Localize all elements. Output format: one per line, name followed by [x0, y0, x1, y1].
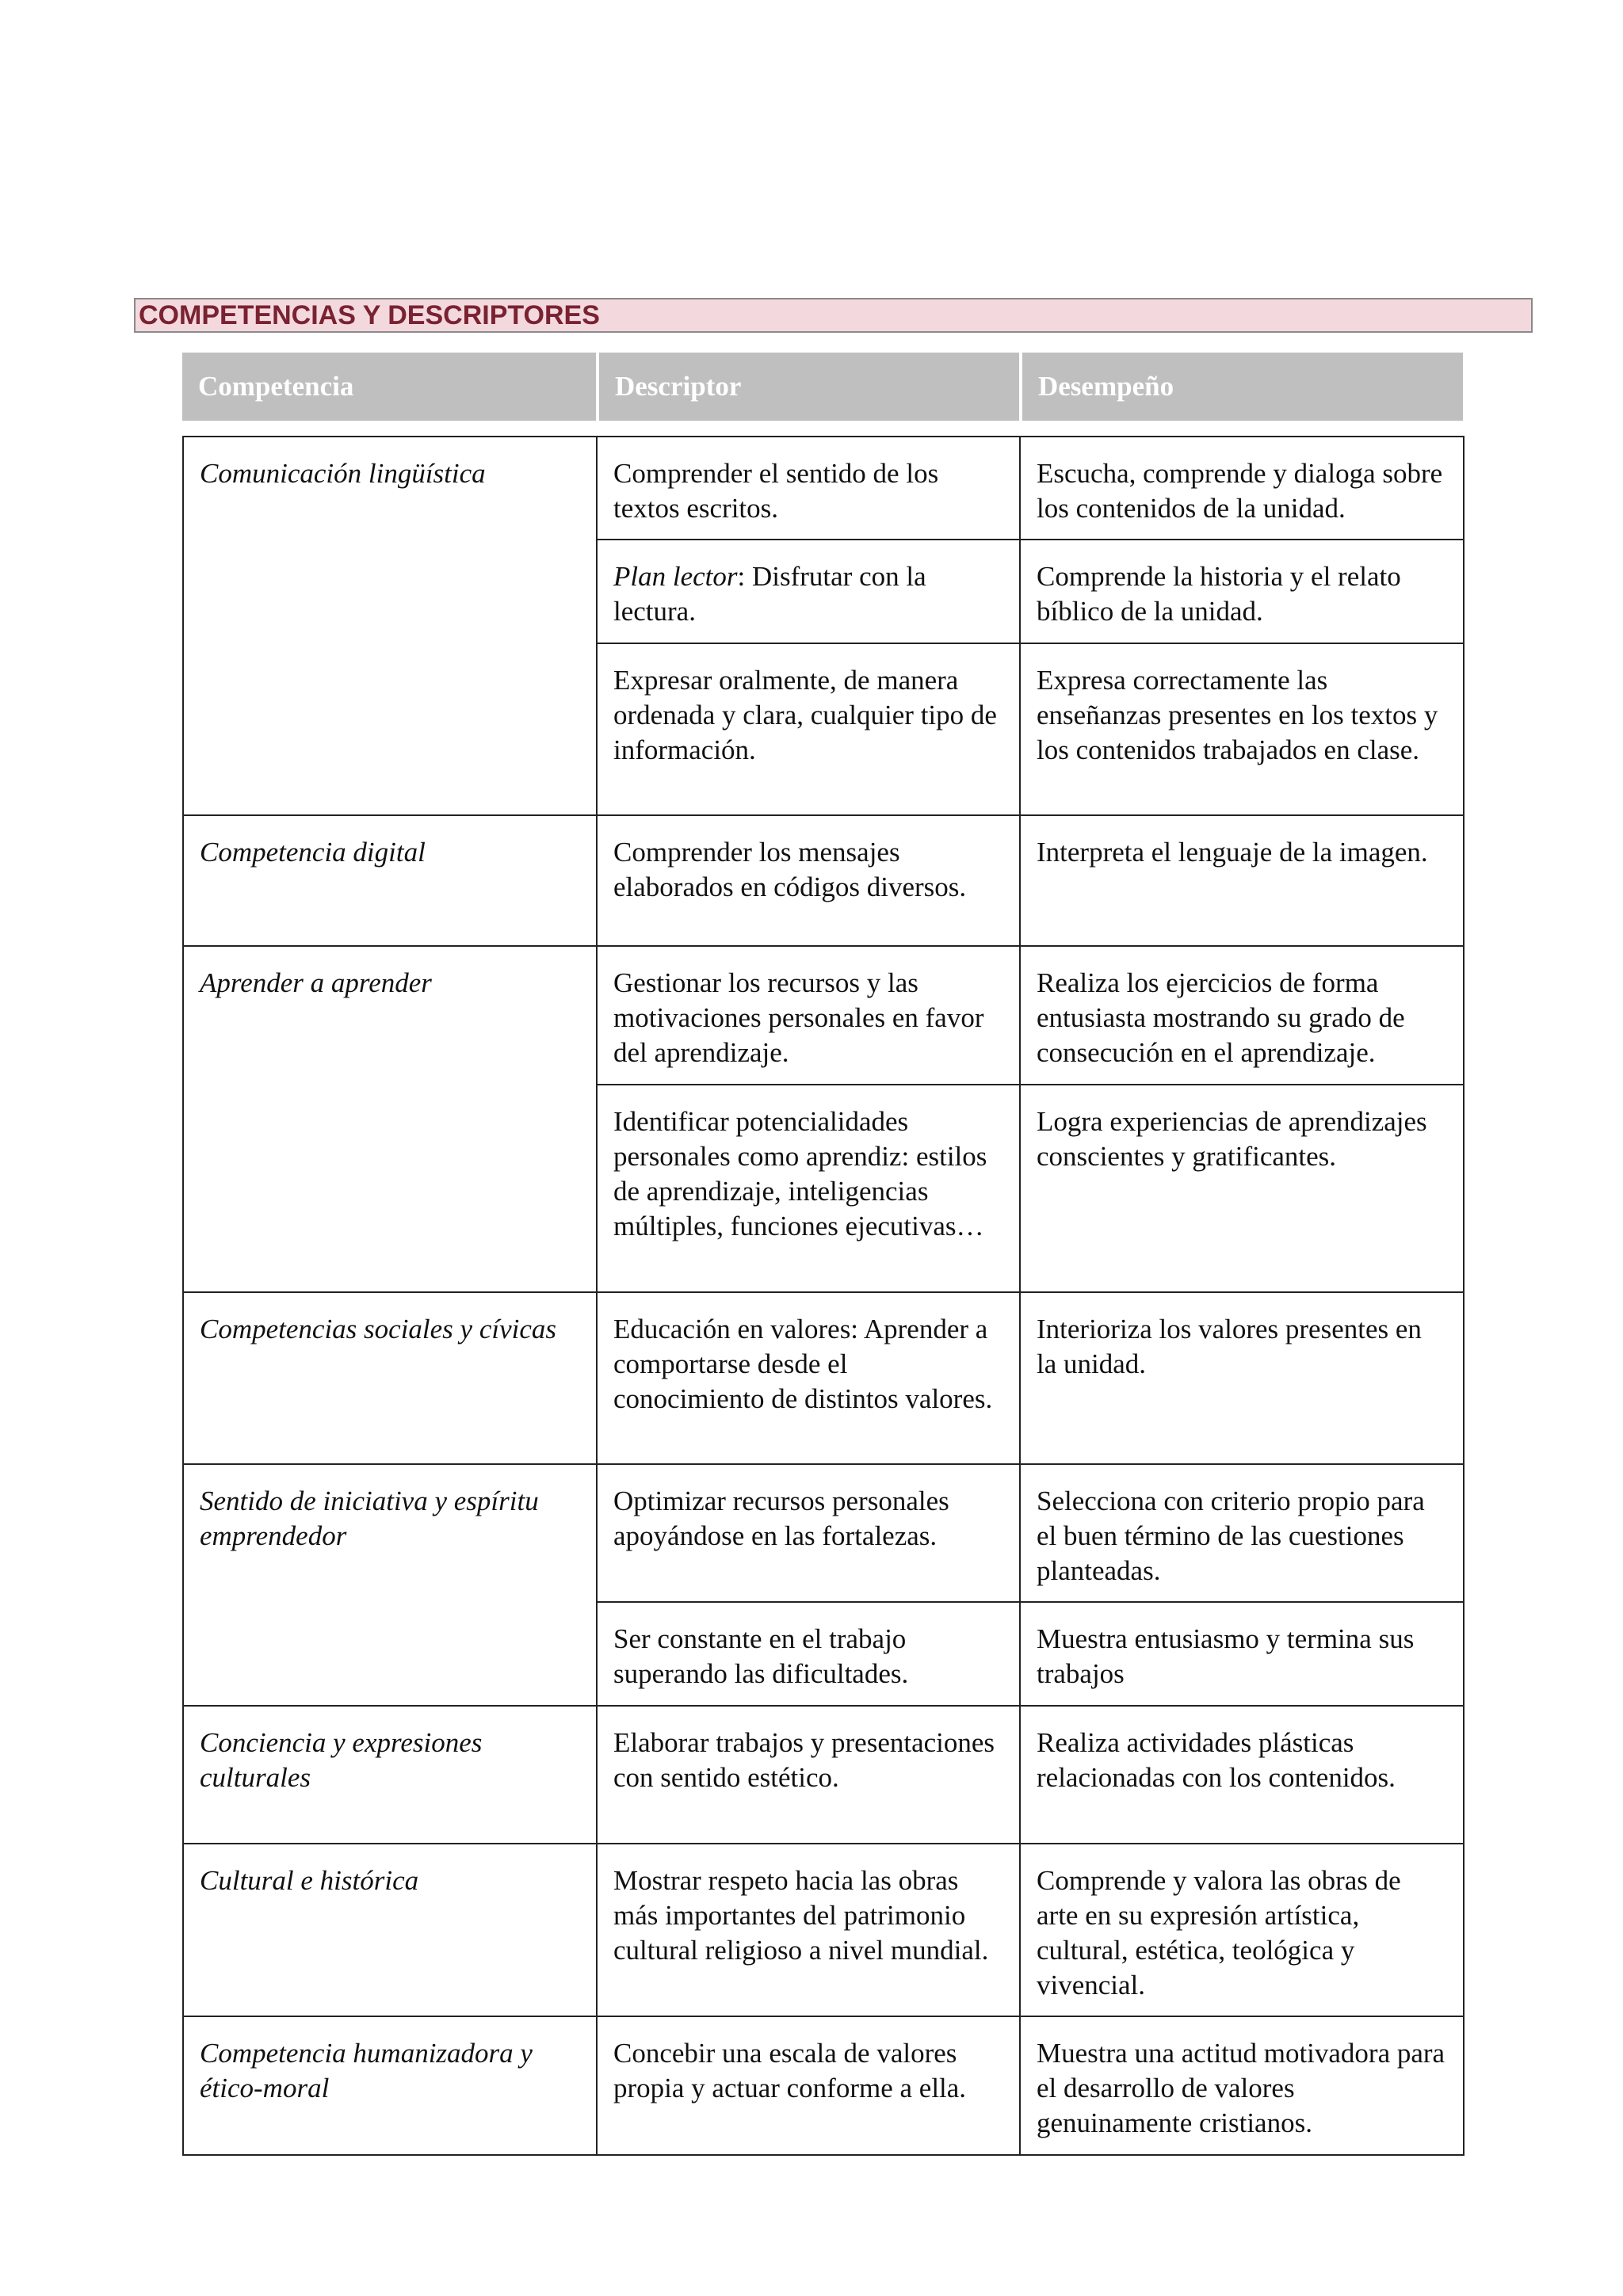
desempeno-cell: Expresa correctamente las enseñanzas presentes en los textos y los contenidos trabajados en clase. — [1020, 643, 1464, 815]
descriptor-cell: Identificar potencialidades personales como aprendiz: estilos de aprendizaje, inteligencias múltiples, funciones ejecutivas… — [597, 1085, 1020, 1292]
descriptor-cell — [597, 540, 1020, 643]
descriptor-cell: Comprender el sentido de los textos escritos. — [597, 437, 1020, 540]
competencia-cell: Aprender a aprender — [183, 946, 597, 1292]
desempeno-cell: Realiza actividades plásticas relacionadas con los contenidos. — [1020, 1706, 1464, 1844]
table-row — [183, 946, 1464, 1085]
competencia-cell: Comunicación lingüística — [183, 437, 597, 815]
desempeno-cell: Muestra entusiasmo y termina sus trabajos — [1020, 1602, 1464, 1706]
competencia-cell: Competencias sociales y cívicas — [183, 1292, 597, 1464]
competencia-cell: Competencia humanizadora y ético-moral — [183, 2016, 597, 2155]
competencia-cell: Conciencia y expresiones culturales — [183, 1706, 597, 1844]
table-row — [183, 2016, 1464, 2155]
descriptor-cell: Mostrar respeto hacia las obras más importantes del patrimonio cultural religioso a nivel mundial. — [597, 1844, 1020, 2016]
desempeno-cell: Comprende y valora las obras de arte en su expresión artística, cultural, estética, teológica y vivencial. — [1020, 1844, 1464, 2016]
descriptor-cell: Comprender los mensajes elaborados en códigos diversos. — [597, 815, 1020, 946]
competencia-cell: Competencia digital — [183, 815, 597, 946]
desempeno-cell: Escucha, comprende y dialoga sobre los contenidos de la unidad. — [1020, 437, 1464, 540]
desempeno-cell: Interioriza los valores presentes en la unidad. — [1020, 1292, 1464, 1464]
descriptor-text: : Disfrutar con la lectura. — [613, 561, 926, 627]
descriptor-cell: Optimizar recursos personales apoyándose en las fortalezas. — [597, 1464, 1020, 1602]
competencias-table — [182, 436, 1465, 2156]
table-row — [183, 1464, 1464, 1602]
descriptor-cell: Expresar oralmente, de manera ordenada y clara, cualquier tipo de información. — [597, 643, 1020, 815]
section-title: COMPETENCIAS Y DESCRIPTORES — [134, 298, 1533, 333]
table-row — [183, 1292, 1464, 1464]
table-header — [182, 353, 1463, 421]
table-row — [183, 437, 1464, 540]
descriptor-cell: Gestionar los recursos y las motivaciones personales en favor del aprendizaje. — [597, 946, 1020, 1085]
descriptor-cell: Educación en valores: Aprender a comportarse desde el conocimiento de distintos valores. — [597, 1292, 1020, 1464]
header-competencia: Competencia — [182, 353, 596, 421]
desempeno-cell: Interpreta el lenguaje de la imagen. — [1020, 815, 1464, 946]
desempeno-cell: Selecciona con criterio propio para el buen término de las cuestiones planteadas. — [1020, 1464, 1464, 1602]
table-row — [183, 1844, 1464, 2016]
table-row — [183, 1706, 1464, 1844]
competencia-cell: Cultural e histórica — [183, 1844, 597, 2016]
descriptor-cell: Ser constante en el trabajo superando las dificultades. — [597, 1602, 1020, 1706]
header-descriptor: Descriptor — [599, 353, 1019, 421]
desempeno-cell: Muestra una actitud motivadora para el desarrollo de valores genuinamente cristianos. — [1020, 2016, 1464, 2155]
header-desempeno: Desempeño — [1022, 353, 1463, 421]
table-row — [183, 815, 1464, 946]
descriptor-cell: Elaborar trabajos y presentaciones con sentido estético. — [597, 1706, 1020, 1844]
plan-lector-label: Plan lector — [613, 561, 738, 592]
descriptor-cell: Concebir una escala de valores propia y actuar conforme a ella. — [597, 2016, 1020, 2155]
desempeno-cell: Realiza los ejercicios de forma entusiasta mostrando su grado de consecución en el aprendizaje. — [1020, 946, 1464, 1085]
desempeno-cell: Logra experiencias de aprendizajes conscientes y gratificantes. — [1020, 1085, 1464, 1292]
desempeno-cell: Comprende la historia y el relato bíblico de la unidad. — [1020, 540, 1464, 643]
competencia-cell: Sentido de iniciativa y espíritu emprendedor — [183, 1464, 597, 1706]
